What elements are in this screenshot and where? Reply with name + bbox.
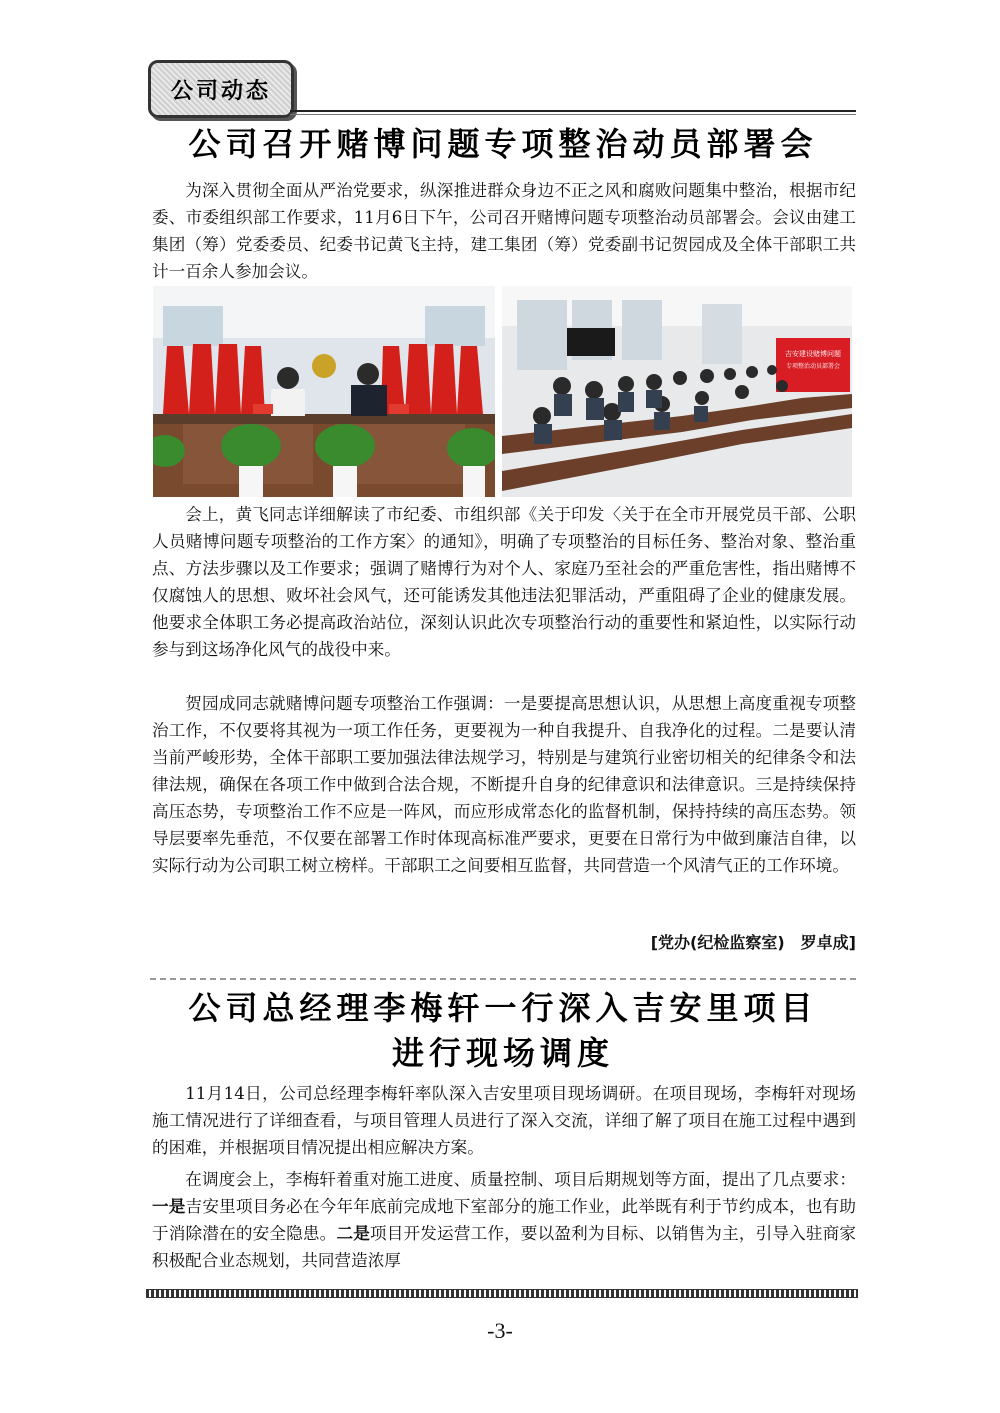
article1-paragraph-1: 为深入贯彻全面从严治党要求，纵深推进群众身边不正之风和腐败问题集中整治，根据市纪委、市委组织部工作要求，11月6日下午，公司召开赌博问题专项整治动员部署会。会议由建工集团（筹）党委委员、纪委书记黄飞主持，建工集团（筹）党委副书记贺园成及全体干部职工共计一百余人参加会议。 [152, 181, 856, 281]
article1-title: 公司召开赌博问题专项整治动员部署会 [188, 125, 818, 163]
article2-point-1-text: 吉安里项目务必在今年年底前完成地下室部分的施工作业，此举既有利于节约成本，也有助于消除潜在的安全隐患。 [152, 1197, 857, 1243]
article2-p2-intro: 在调度会上，李梅轩着重对施工进度、质量控制、项目后期规划等方面，提出了几点要求： [185, 1170, 856, 1189]
article2-point-2-marker: 二是 [336, 1223, 370, 1243]
banner-text-2: 专项整治动员部署会 [785, 363, 841, 370]
banner-text-1: 吉安建设赌博问题 [785, 350, 841, 358]
page-number: -3- [487, 1318, 513, 1343]
section-tag [148, 60, 294, 118]
article1-author-credit: [党办(纪检监察室) 罗卓成] [650, 933, 856, 952]
article2-title-line-2: 进行现场调度 [391, 1034, 614, 1072]
section-rule-thin [290, 114, 856, 115]
article2-paragraph-1: 11月14日，公司总经理李梅轩率队深入吉安里项目现场调研。在项目现场，李梅轩对现场施工情况进行了详细查看，与项目管理人员进行了深入交流，详细了解了项目在施工过程中遇到的困难，并根据项目情况提出相应解决方案。 [152, 1084, 856, 1157]
meeting-audience-photo [502, 286, 852, 497]
article2-paragraph-2 [152, 1166, 856, 1274]
article-separator [150, 978, 856, 980]
meeting-rostrum-photo [153, 286, 495, 497]
article2-title-line-1: 公司总经理李梅轩一行深入吉安里项目 [188, 989, 818, 1027]
article1-paragraph-3: 贺园成同志就赌博问题专项整治工作强调：一是要提高思想认识，从思想上高度重视专项整治工作，不仅要将其视为一项工作任务，更要视为一种自我提升、自我净化的过程。二是要认清当前严峻形势，全体干部职工要加强法律法规学习，特别是与建筑行业密切相关的纪律条令和法律法规，确保在各项工作中做到合法合规，不断提升自身的纪律意识和法律意识。三是持续保持高压态势，专项整治工作不应是一阵风，而应形成常态化的监督机制，保持持续的高压态势。领导层要率先垂范，不仅要在部署工作时体现高标准严要求，更要在日常行为中做到廉洁自律，以实际行动为公司职工树立榜样。干部职工之间要相互监督，共同营造一个风清气正的工作环境。 [152, 694, 856, 875]
article1-paragraph-2: 会上，黄飞同志详细解读了市纪委、市组织部《关于印发〈关于在全市开展党员干部、公职人员赌博问题专项整治的工作方案〉的通知》，明确了专项整治的目标任务、整治对象、整治重点、方法步骤以及工作要求；强调了赌博行为对个人、家庭乃至社会的严重危害性，指出赌博不仅腐蚀人的思想、败坏社会风气，还可能诱发其他违法犯罪活动，严重阻碍了企业的健康发展。他要求全体职工务必提高政治站位，深刻认识此次专项整治行动的重要性和紧迫性，以实际行动参与到这场净化风气的战役中来。 [152, 505, 856, 659]
article2-point-1-marker: 一是 [152, 1196, 186, 1216]
section-tag-label: 公司动态 [170, 78, 271, 104]
section-rule [290, 110, 856, 112]
article2-point-2-text: 项目开发运营工作，要以盈利为目标、以销售为主，引导入驻商家积极配合业态规划，共同营造浓厚 [152, 1224, 857, 1270]
footer-rule [146, 1289, 858, 1298]
